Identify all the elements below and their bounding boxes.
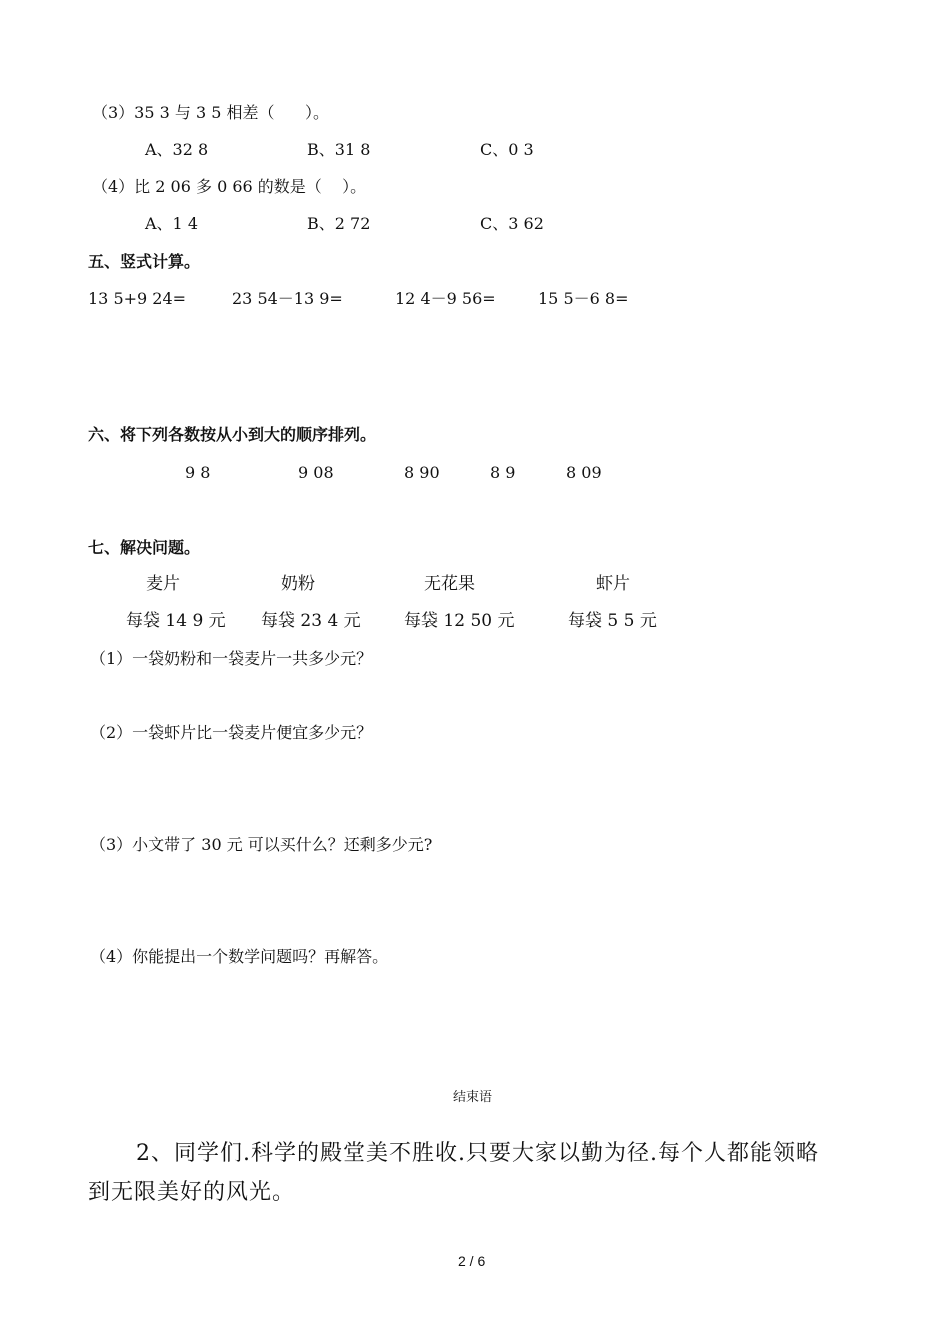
section-7-heading: 七、解决问题。 (88, 538, 201, 557)
item-name: 麦片 (146, 574, 180, 594)
number-item: 8 09 (566, 463, 602, 482)
item-price: 每袋 12 50 元 (404, 611, 515, 631)
closing-line-1: 2、同学们.科学的殿堂美不胜收.只要大家以勤为径.每个人都能领略 (136, 1141, 819, 1166)
option-a: A、1 4 (145, 214, 199, 233)
number-item: 8 9 (490, 463, 516, 482)
question-3: （3）35 3 与 3 5 相差（ ）。 (92, 103, 330, 122)
calc-problem: 13 5+9 24= (88, 289, 187, 308)
item-name: 虾片 (596, 574, 630, 594)
section-6-heading: 六、将下列各数按从小到大的顺序排列。 (88, 425, 377, 444)
item-price: 每袋 23 4 元 (261, 611, 361, 631)
option-a: A、32 8 (145, 140, 209, 159)
problem-question-1: （1）一袋奶粉和一袋麦片一共多少元？ (90, 649, 373, 668)
number-item: 9 08 (298, 463, 334, 482)
closing-line-2: 到无限美好的风光。 (88, 1180, 296, 1205)
item-price: 每袋 5 5 元 (568, 611, 657, 631)
option-c: C、0 3 (480, 140, 534, 159)
calc-problem: 23 54－13 9= (232, 289, 343, 308)
number-item: 9 8 (185, 463, 211, 482)
option-c: C、3 62 (480, 214, 544, 233)
calc-problem: 12 4－9 56= (395, 289, 496, 308)
question-4: （4）比 2 06 多 0 66 的数是（ ）。 (92, 177, 367, 196)
problem-question-4: （4）你能提出一个数学问题吗？再解答。 (90, 947, 389, 966)
closing-title: 结束语 (453, 1090, 493, 1105)
problem-question-3: （3）小文带了 30 元 可以买什么？还剩多少元? (90, 835, 433, 854)
number-item: 8 90 (404, 463, 440, 482)
calc-problem: 15 5－6 8= (538, 289, 629, 308)
option-b: B、31 8 (307, 140, 371, 159)
section-5-heading: 五、竖式计算。 (88, 252, 201, 271)
option-b: B、2 72 (307, 214, 371, 233)
item-name: 无花果 (424, 574, 475, 594)
item-name: 奶粉 (281, 574, 315, 594)
page-number: 2 / 6 (458, 1253, 486, 1269)
item-price: 每袋 14 9 元 (126, 611, 226, 631)
problem-question-2: （2）一袋虾片比一袋麦片便宜多少元？ (90, 723, 373, 742)
